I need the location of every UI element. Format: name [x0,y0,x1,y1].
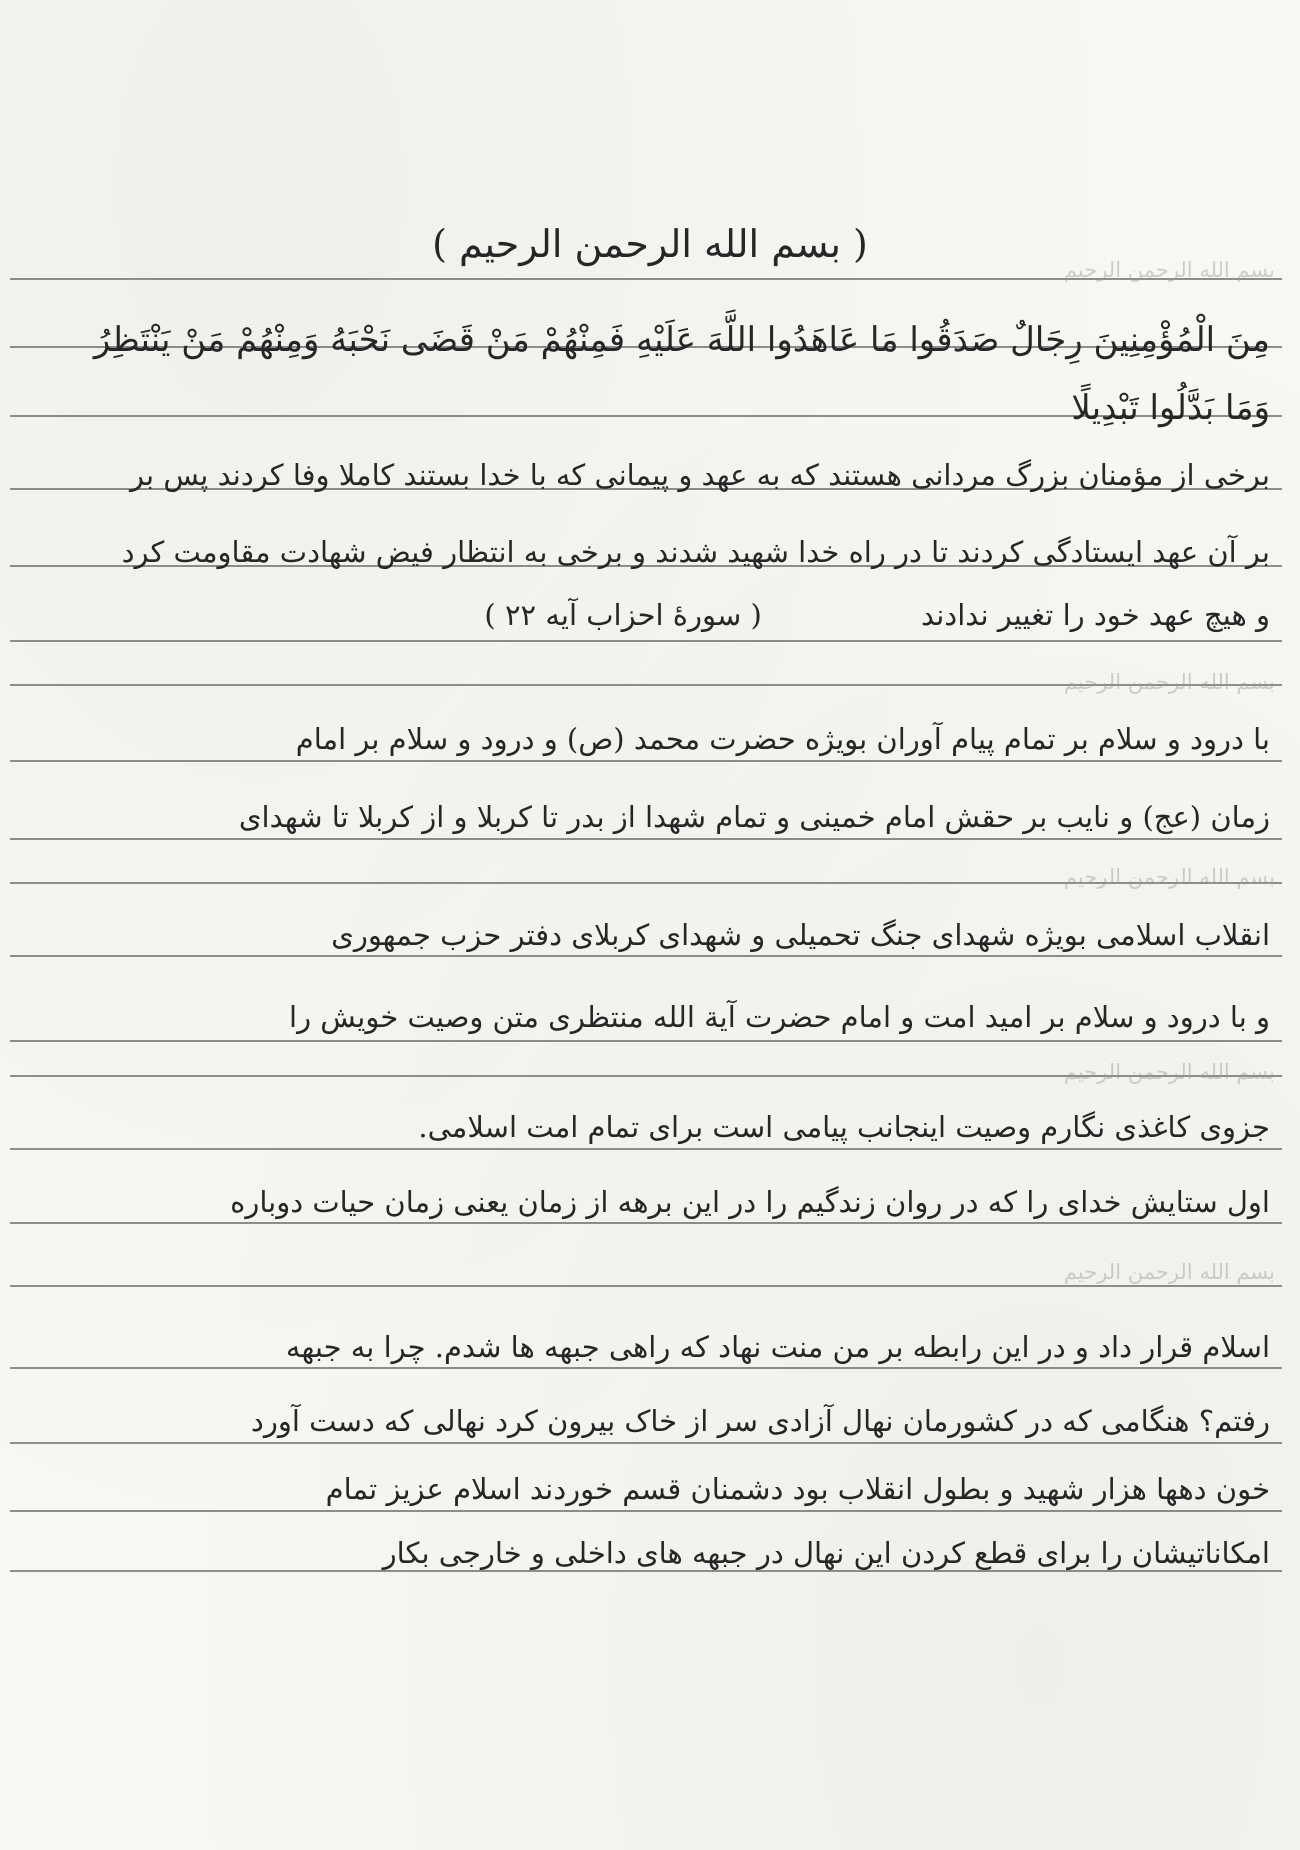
rule-line [10,1222,1282,1224]
body-line: با درود و سلام بر تمام پیام آوران بویژه حضرت محمد (ص) و درود و سلام بر امام [295,722,1270,756]
rule-line [10,1367,1282,1369]
body-line: زمان (عج) و نایب بر حقش امام خمینی و تمام شهدا از بدر تا کربلا و از کربلا تا شهدای [238,800,1270,834]
bleed-through-text: بسم الله الرحمن الرحیم [1063,865,1275,889]
body-line: و با درود و سلام بر امید امت و امام حضرت آیة الله منتظری متن وصیت خویش را [289,1000,1270,1034]
rule-line [10,838,1282,840]
quran-verse-line: وَمَا بَدَّلُوا تَبْدِیلًا [1071,388,1270,428]
rule-line [10,1442,1282,1444]
page-title: ( بسم الله الرحمن الرحیم ) [432,222,868,266]
quran-verse-line: مِنَ الْمُؤْمِنِینَ رِجَالٌ صَدَقُوا مَا عَاهَدُوا اللَّهَ عَلَیْهِ فَمِنْهُمْ مَنْ قَضَى نَحْبَهُ وَمِنْهُمْ مَنْ یَنْتَظِرُ [93,320,1270,360]
rule-line [10,1148,1282,1150]
body-line: خون دهها هزار شهید و بطول انقلاب بود دشمنان قسم خوردند اسلام عزیز تمام [325,1472,1270,1506]
translation-line [22,598,1270,633]
rule-line [10,955,1282,957]
verse-reference: ( سورهٔ احزاب آیه ۲۲ ) [484,598,762,632]
translation-line-end: و هیچ عهد خود را تغییر ندادند [921,598,1270,632]
body-line: امکاناتیشان را برای قطع کردن این نهال در جبهه های داخلی و خارجی بکار [382,1536,1270,1570]
body-line: اسلام قرار داد و در این رابطه بر من منت نهاد که راهی جبهه ها شدم. چرا به جبهه [285,1330,1270,1364]
rule-line [10,760,1282,762]
bleed-through-text: بسم الله الرحمن الرحیم [1063,1260,1275,1284]
rule-line [10,640,1282,642]
body-line: انقلاب اسلامی بویژه شهدای جنگ تحمیلی و شهدای کربلای دفتر حزب جمهوری [331,918,1270,952]
translation-line: بر آن عهد ایستادگی کردند تا در راه خدا شهید شدند و برخی به انتظار فیض شهادت مقاومت کرد [121,535,1270,569]
body-line: جزوی کاغذی نگارم وصیت اینجانب پیامی است برای تمام امت اسلامی. [418,1110,1270,1144]
bleed-through-text: بسم الله الرحمن الرحیم [1063,1060,1275,1084]
bleed-through-text: بسم الله الرحمن الرحیم [1063,258,1275,282]
translation-line: برخی از مؤمنان بزرگ مردانی هستند که به عهد و پیمانی که با خدا بستند کاملا وفا کردند پس بر [130,458,1270,492]
rule-line [10,1040,1282,1042]
bleed-through-text: بسم الله الرحمن الرحیم [1063,670,1275,694]
body-line: رفتم؟ هنگامی که در کشورمان نهال آزادی سر از خاک بیرون کرد نهالی که دست آورد [250,1404,1270,1438]
body-line: اول ستایش خدای را که در روان زندگیم را در این برهه از زمان یعنی زمان حیات دوباره [230,1185,1270,1219]
rule-line [10,1510,1282,1512]
rule-line [10,1285,1282,1287]
